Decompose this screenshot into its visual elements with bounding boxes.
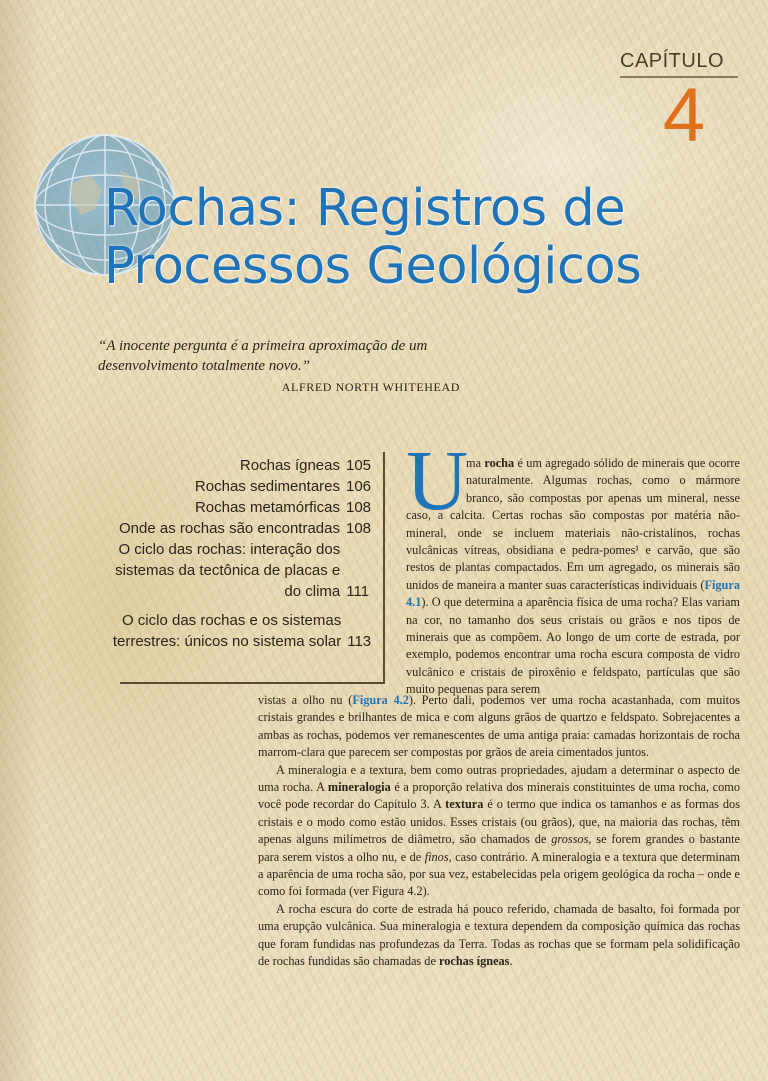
body-text: , se forem grandes o bastante para serem vistos a olho nu, e de bbox=[258, 832, 740, 864]
paragraph bbox=[258, 692, 740, 762]
body-text: A mineralogia e a textura, bem como outras propriedades, ajudam a determinar o aspecto de uma rocha. A bbox=[258, 762, 740, 795]
paragraph bbox=[258, 901, 740, 971]
chapter-title-line-1: Rochas: Registros de bbox=[104, 179, 626, 238]
italic-term: finos bbox=[424, 849, 449, 864]
epigraph-quote: “A inocente pergunta é a primeira aproximação de um desenvolvimento totalmente novo.” bbox=[98, 338, 428, 374]
key-term: rocha bbox=[484, 456, 515, 470]
toc-entry-title: Rochas ígneas bbox=[239, 457, 340, 474]
italic-term: grossos bbox=[551, 832, 589, 847]
toc-entry-page: 106 bbox=[346, 478, 372, 495]
toc-entry-page: 105 bbox=[346, 457, 372, 474]
toc-entry-title: O ciclo das rochas e os sistemas terrestres: únicos no sistema solar bbox=[112, 612, 342, 650]
body-text: ). Perto dali, podemos ver uma rocha acastanhada, com muitos cristais grandes e brilhantes de mica e com alguns grãos de quartzo e feldspato. Sobrejacentes a ambas as rochas, podemos ver remanescentes de uma antiga praia: camadas horizontais de rocha marrom-clara que parecem ser compostas por grãos de areia cimentados juntos. bbox=[258, 693, 741, 760]
body-text: é a proporção relativa dos minerais constituintes de uma rocha, como você pode recordar do Capítulo 3. A bbox=[258, 780, 740, 812]
chapter-title-line-2: Processos Geológicos bbox=[104, 237, 642, 296]
contents-rule-vertical bbox=[383, 452, 385, 682]
toc-entry[interactable] bbox=[110, 455, 380, 476]
body-text: ma bbox=[466, 456, 485, 470]
toc-entry-page: 111 bbox=[346, 583, 370, 600]
body-text: vistas a olho nu ( bbox=[258, 693, 353, 707]
key-term: mineralogia bbox=[327, 780, 391, 795]
epigraph-author: ALFRED NORTH WHITEHEAD bbox=[281, 380, 460, 394]
chapter-number: 4 bbox=[662, 73, 706, 158]
body-text: A rocha escura do corte de estrada há pouco referido, chamada de basalto, foi formada por uma erupção vulcânica. Sua mineralogia e textura dependem da composição química das rochas que foram fundidas nas profundezas da Terra. Todas as rochas que se formam pela solidificação de rochas fundidas são chamadas de bbox=[258, 901, 740, 969]
drop-cap: U bbox=[406, 432, 469, 528]
body-text-column bbox=[406, 455, 740, 697]
toc-entry[interactable] bbox=[110, 610, 380, 652]
drop-cap-space bbox=[406, 455, 466, 507]
body-text: , caso contrário. A mineralogia e a textura que determinam a aparência de uma rocha são, por sua vez, estabelecidas pela origem geológica da rocha – onde e como foi formada (ver Figura 4.2). bbox=[258, 849, 740, 899]
contents-rule-horizontal bbox=[120, 682, 385, 684]
body-text: é um agregado sólido de minerais que ocorre naturalmente. Algumas rochas, como o mármore branco, são compostas por apenas um mineral, nesse caso, a calcita. Certas rochas são compostas por matéria não-mineral, onde se incluem materiais não-cristalinos, rochas vulcânicas vítreas, obsidiana e pedra-pomes¹ e carvão, que são restos de plantas compactados. Em um agregado, os minerais são unidos de maneira a manter suas características individuais ( bbox=[406, 456, 740, 592]
toc-entry-title: Rochas sedimentares bbox=[194, 478, 340, 495]
toc-entry[interactable] bbox=[110, 476, 380, 497]
toc-entry[interactable] bbox=[110, 497, 380, 518]
figure-link[interactable]: Figura 4.2 bbox=[352, 693, 409, 707]
figure-link[interactable]: Figura 4.1 bbox=[406, 577, 740, 610]
toc-entry-title: Rochas metamórficas bbox=[194, 499, 340, 516]
body-text: ). O que determina a aparência física de uma rocha? Elas variam na cor, no tamanho dos seus cristais ou grãos e nos tipos de minerais que as compõem. Ao longo de um corte de estrada, por exemplo, podemos encontrar uma rocha escura composta de vidro vulcânico e cristais de piroxênio e feldspato, partículas que são muito pequenas para serem bbox=[406, 595, 740, 697]
toc-entry-title: Onde as rochas são encontradas bbox=[119, 520, 340, 537]
toc-entry-title: O ciclo das rochas: interação dos sistemas da tectônica de placas e do clima bbox=[115, 541, 341, 600]
toc-entry-page: 108 bbox=[346, 499, 372, 516]
key-term: textura bbox=[445, 797, 484, 812]
key-term: rochas ígneas bbox=[438, 954, 510, 969]
paragraph bbox=[258, 762, 740, 901]
body-text: é o termo que indica os tamanhos e as formas dos cristais e o modo como estão unidos. Esses cristais (ou grãos), que, na maioria das rochas, têm apenas alguns milímetros de diâmetro, são chamados de bbox=[258, 797, 740, 847]
toc-entry[interactable] bbox=[110, 539, 380, 602]
chapter-title bbox=[104, 180, 664, 310]
toc-entry[interactable] bbox=[110, 518, 380, 539]
body-text: . bbox=[509, 954, 513, 969]
toc-entry-page: 108 bbox=[346, 520, 372, 537]
body-text-wide bbox=[258, 692, 740, 992]
toc-entry-page: 113 bbox=[347, 633, 372, 650]
chapter-contents bbox=[110, 455, 380, 660]
chapter-label: CAPÍTULO bbox=[620, 50, 725, 72]
